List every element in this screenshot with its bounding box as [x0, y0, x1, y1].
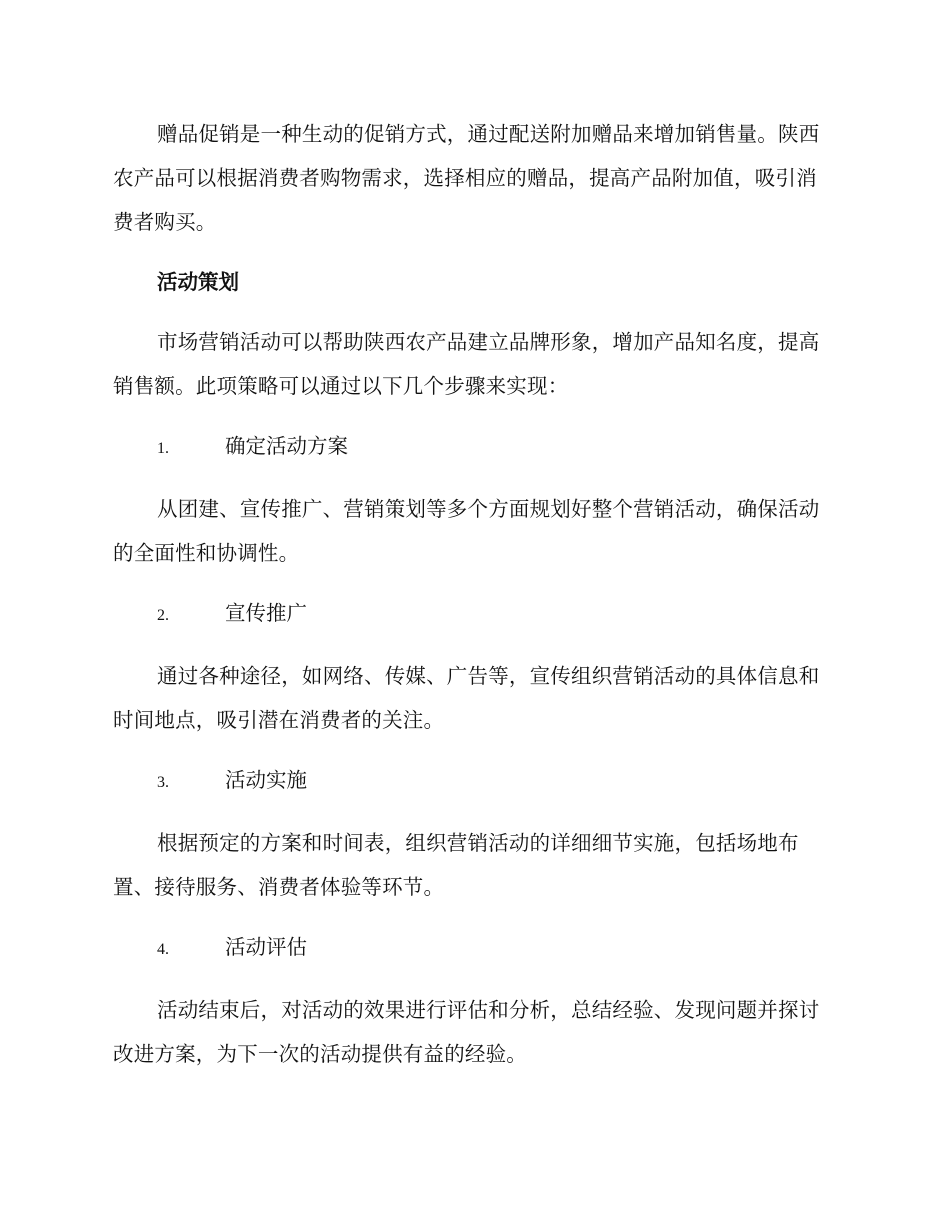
paragraph-step-1: 从团建、宣传推广、营销策划等多个方面规划好整个营销活动，确保活动的全面性和协调性。: [113, 497, 820, 565]
paragraph-step-3: 根据预定的方案和时间表，组织营销活动的详细细节实施，包括场地布置、接待服务、消费者体验等环节。: [113, 831, 799, 899]
list-item-step-3: [113, 758, 833, 805]
list-number: 1.: [157, 440, 169, 457]
list-item-step-2: [113, 591, 833, 638]
document-page: [113, 112, 833, 1092]
list-item-title: 活动评估: [225, 935, 307, 959]
list-number: 4.: [157, 941, 169, 958]
section-heading: 活动策划: [157, 270, 239, 294]
paragraph-step-4: 活动结束后，对活动的效果进行评估和分析，总结经验、发现问题并探讨改进方案，为下一次的活动提供有益的经验。: [113, 998, 820, 1066]
list-item-title: 活动实施: [225, 768, 307, 792]
paragraph-gift-promotion: 赠品促销是一种生动的促销方式，通过配送附加赠品来增加销售量。陕西农产品可以根据消费者购物需求，选择相应的赠品，提高产品附加值，吸引消费者购买。: [113, 122, 820, 234]
list-item-title: 宣传推广: [225, 601, 307, 625]
paragraph-step-2: 通过各种途径，如网络、传媒、广告等，宣传组织营销活动的具体信息和时间地点，吸引潜在消费者的关注。: [113, 664, 820, 732]
paragraph-marketing-intro: 市场营销活动可以帮助陕西农产品建立品牌形象，增加产品知名度，提高销售额。此项策略可以通过以下几个步骤来实现：: [113, 330, 820, 398]
list-item-title: 确定活动方案: [225, 434, 348, 458]
list-number: 3.: [157, 774, 169, 791]
list-item-step-1: [113, 424, 833, 471]
list-item-step-4: [113, 925, 833, 972]
list-number: 2.: [157, 607, 169, 624]
